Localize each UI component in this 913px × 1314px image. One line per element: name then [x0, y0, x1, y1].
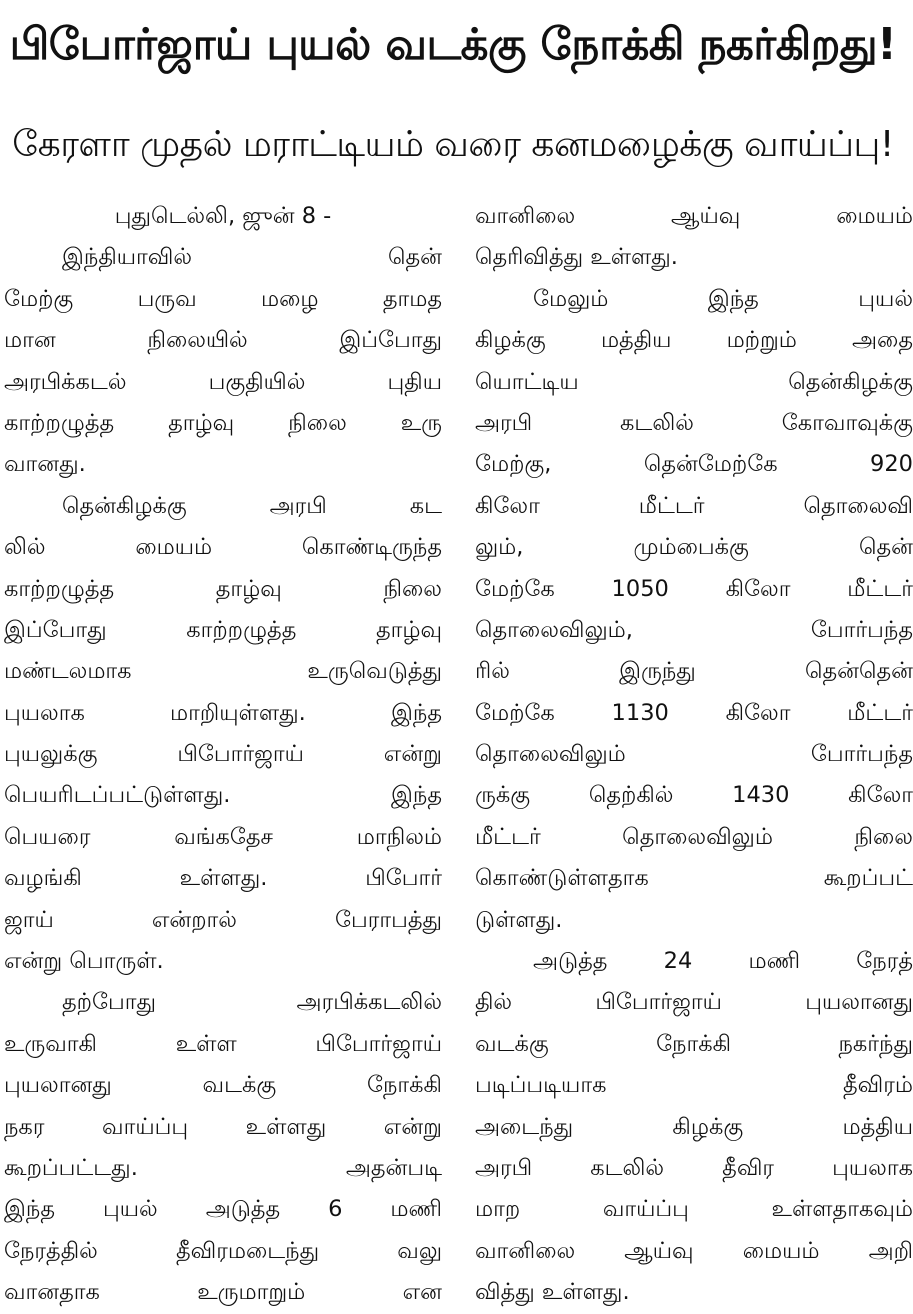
article-line: அரபி கடலில் கோவாவுக்கு — [475, 409, 913, 436]
article-line: காற்றழுத்த தாழ்வு நிலை உரு — [4, 409, 442, 436]
article-line: வழங்கி உள்ளது. பிபோர் — [4, 865, 442, 892]
article-line: லும், மும்பைக்கு தென் — [475, 534, 913, 561]
article-line: கூறப்பட்டது. அதன்படி — [4, 1154, 442, 1181]
article-column-right — [475, 196, 913, 1314]
article-line: தொலைவிலும் போர்பந்த — [475, 741, 913, 768]
article-line: பெயரிடப்பட்டுள்ளது. இந்த — [4, 782, 442, 809]
article-line: உருவாகி உள்ள பிபோர்ஜாய் — [4, 1030, 442, 1057]
article-line: யொட்டிய தென்கிழக்கு — [475, 368, 913, 395]
article-line: இப்போது காற்றழுத்த தாழ்வு — [4, 616, 442, 643]
article-line: வானதாக உருமாறும் என — [4, 1279, 442, 1306]
article-line: தென்கிழக்கு அரபி கட — [62, 492, 442, 519]
article-line: வானது. — [4, 451, 86, 478]
article-line: ருக்கு தெற்கில் 1430 கிலோ — [475, 782, 913, 809]
article-line: காற்றழுத்த தாழ்வு நிலை — [4, 575, 442, 602]
dateline: புதுடெல்லி, ஜுன் 8 - — [114, 203, 332, 229]
article-line: வானிலை ஆய்வு மையம் — [475, 203, 913, 229]
article-line: மேலும் இந்த புயல் — [533, 285, 913, 312]
article-line: அடுத்த 24 மணி நேரத் — [533, 948, 913, 975]
article-line: வானிலை ஆய்வு மையம் அறி — [475, 1237, 913, 1264]
article-line: ஜாய் என்றால் பேராபத்து — [4, 906, 442, 933]
article-line: தற்போது அரபிக்கடலில் — [62, 989, 442, 1016]
headline: பிபோர்ஜாய் புயல் வடக்கு நோக்கி நகர்கிறது! — [9, 20, 897, 70]
article-line: கிலோ மீட்டர் தொலைவி — [475, 492, 913, 519]
article-line: நேரத்தில் தீவிரமடைந்து வலு — [4, 1237, 442, 1264]
article-line: தில் பிபோர்ஜாய் புயலானது — [475, 989, 913, 1016]
article-line: பெயரை வங்கதேச மாநிலம் — [4, 823, 442, 850]
article-line: படிப்படியாக தீவிரம் — [475, 1072, 913, 1099]
article-line: தொலைவிலும், போர்பந்த — [475, 616, 913, 643]
article-line: நகர வாய்ப்பு உள்ளது என்று — [4, 1113, 442, 1140]
article-line: கொண்டுள்ளதாக கூறப்பட் — [475, 865, 913, 892]
article-line: புயலாக மாறியுள்ளது. இந்த — [4, 699, 442, 726]
article-line: மீட்டர் தொலைவிலும் நிலை — [475, 823, 913, 850]
article-line: தெரிவித்து உள்ளது. — [475, 244, 678, 271]
article-line: அரபிக்கடல் பகுதியில் புதிய — [4, 368, 442, 395]
article-line: இந்தியாவில் தென் — [62, 244, 442, 271]
article-line: மாற வாய்ப்பு உள்ளதாகவும் — [475, 1196, 913, 1223]
article-column-left — [4, 196, 442, 1314]
article-line: கிழக்கு மத்திய மற்றும் அதை — [475, 327, 913, 354]
subheadline: கேரளா முதல் மராட்டியம் வரை கனமழைக்கு வாய்ப்பு! — [12, 124, 894, 165]
article-line: வடக்கு நோக்கி நகர்ந்து — [475, 1030, 913, 1057]
article-line: லில் மையம் கொண்டிருந்த — [4, 534, 442, 561]
article-line: புயலானது வடக்கு நோக்கி — [4, 1072, 442, 1099]
article-line: மேற்கே 1130 கிலோ மீட்டர் — [475, 699, 913, 726]
article-line: என்று பொருள். — [4, 948, 164, 975]
article-line: மண்டலமாக உருவெடுத்து — [4, 658, 442, 685]
article-line: மான நிலையில் இப்போது — [4, 327, 442, 354]
article-line: இந்த புயல் அடுத்த 6 மணி — [4, 1196, 442, 1223]
article-line: அடைந்து கிழக்கு மத்திய — [475, 1113, 913, 1140]
article-line: மேற்கு பருவ மழை தாமத — [4, 285, 442, 312]
article-line: மேற்கே 1050 கிலோ மீட்டர் — [475, 575, 913, 602]
article-line: அரபி கடலில் தீவிர புயலாக — [475, 1154, 913, 1181]
article-line: வித்து உள்ளது. — [475, 1279, 630, 1306]
article-line: டுள்ளது. — [475, 906, 563, 933]
article-line: மேற்கு, தென்மேற்கே 920 — [475, 451, 913, 478]
article-line: ரில் இருந்து தென்தென் — [475, 658, 913, 685]
article-line: புயலுக்கு பிபோர்ஜாய் என்று — [4, 741, 442, 768]
